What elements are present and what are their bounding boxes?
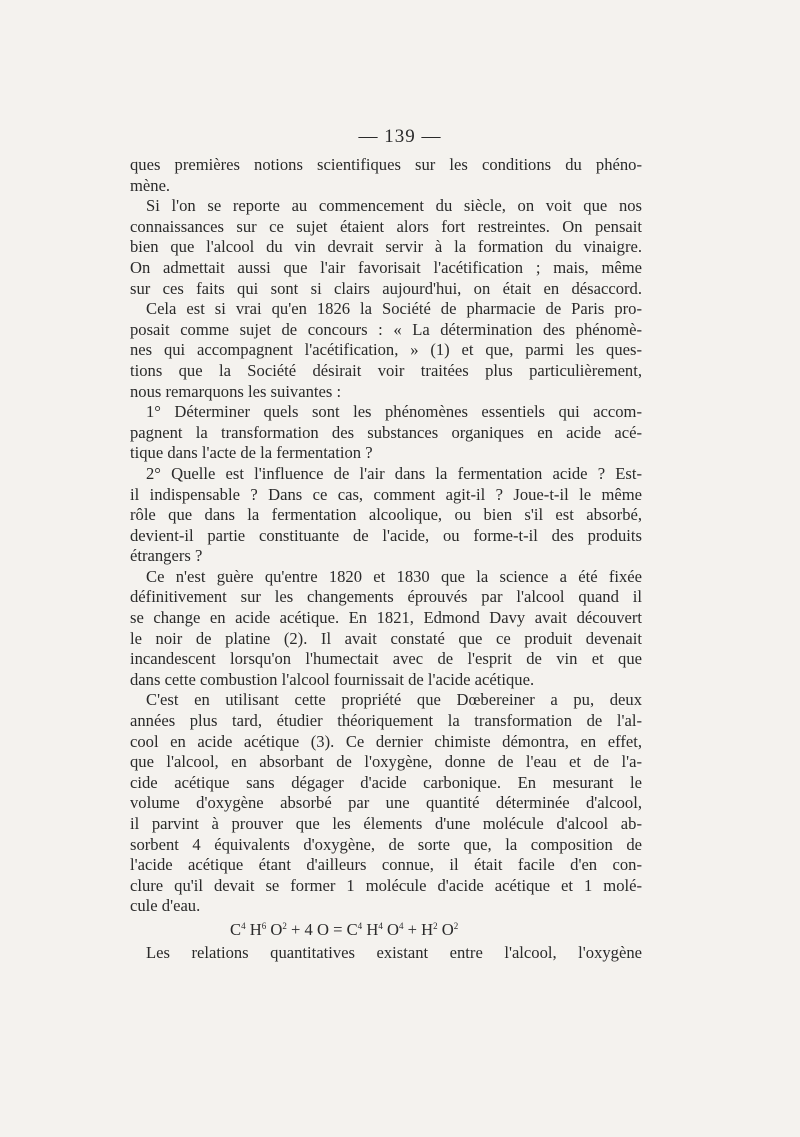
- text-line: volume d'oxygène absorbé par une quantité déterminée d'alcool,: [130, 793, 642, 813]
- text-line: Cela est si vrai qu'en 1826 la Société de pharmacie de Paris pro-: [146, 299, 642, 319]
- text-line: 1° Déterminer quels sont les phénomènes essentiels qui accom-: [146, 402, 642, 422]
- text-line: rôle que dans la fermentation alcoolique, ou bien s'il est absorbé,: [130, 505, 642, 525]
- text-line: cool en acide acétique (3). Ce dernier chimiste démontra, en effet,: [130, 731, 642, 751]
- text-line: le noir de platine (2). Il avait constaté que ce produit devenait: [130, 628, 642, 648]
- text-line: années plus tard, étudier théoriquement la transformation de l'al-: [130, 711, 642, 731]
- text-line: posait comme sujet de concours : « La détermination des phénomè-: [130, 319, 642, 339]
- text-line: connaissances sur ce sujet étaient alors fort restreintes. On pensait: [130, 216, 642, 236]
- text-line: sorbent 4 équivalents d'oxygène, de sorte que, la composition de: [130, 834, 642, 854]
- text-line: 2° Quelle est l'influence de l'air dans la fermentation acide ? Est-: [146, 463, 642, 483]
- text-line: C'est en utilisant cette propriété que Dœbereiner a pu, deux: [146, 690, 642, 710]
- text-line: nous remarquons les suivantes :: [130, 381, 342, 401]
- body-text: [130, 155, 642, 964]
- text-line: Si l'on se reporte au commencement du siècle, on voit que nos: [146, 196, 642, 216]
- text-line: devient-il partie constituante de l'acide, ou forme-t-il des produits: [130, 525, 642, 545]
- text-line: ques premières notions scientifiques sur les conditions du phéno-: [130, 155, 642, 174]
- text-lines: [130, 155, 642, 917]
- text-line: sur ces faits qui sont si clairs aujourd'hui, on était en désaccord.: [130, 278, 642, 298]
- text-line: il indispensable ? Dans ce cas, comment agit-il ? Joue-t-il le même: [130, 484, 642, 504]
- text-line: dans cette combustion l'alcool fournissait de l'acide acétique.: [130, 669, 535, 689]
- page-number: — 139 —: [358, 126, 442, 147]
- text-line: se change en acide acétique. En 1821, Edmond Davy avait découvert: [130, 608, 642, 628]
- text-line-last: Les relations quantitatives existant entre l'alcool, l'oxygène: [146, 942, 642, 962]
- text-line: On admettait aussi que l'air favorisait l'acétification ; mais, même: [130, 257, 642, 277]
- text-line: Ce n'est guère qu'entre 1820 et 1830 que la science a été fixée: [146, 566, 642, 586]
- text-line: cule d'eau.: [130, 896, 201, 916]
- text-line: que l'alcool, en absorbant de l'oxygène, donne de l'eau et de l'a-: [130, 752, 642, 772]
- text-line: l'acide acétique étant d'ailleurs connue, il était facile d'en con-: [130, 855, 642, 875]
- text-line: incandescent lorsqu'on l'humectait avec de l'esprit de vin et que: [130, 649, 642, 669]
- text-line: bien que l'alcool du vin devrait servir à la formation du vinaigre.: [130, 237, 642, 257]
- text-line: il parvint à prouver que les élements d'une molécule d'alcool ab-: [130, 814, 642, 833]
- text-line: mène.: [130, 175, 171, 195]
- text-line: cide acétique sans dégager d'acide carbonique. En mesurant le: [130, 772, 642, 792]
- text-line: clure qu'il devait se former 1 molécule d'acide acétique et 1 molé-: [130, 875, 642, 895]
- text-line: nes qui accompagnent l'acétification, » (1) et que, parmi les ques-: [130, 340, 642, 360]
- text-line: tique dans l'acte de la fermentation ?: [130, 443, 373, 463]
- text-line: étrangers ?: [130, 546, 203, 566]
- text-line: tions que la Société désirait voir traitées plus particulièrement,: [130, 360, 642, 380]
- text-line: définitivement sur les changements éprouvés par l'alcool quand il: [130, 587, 642, 607]
- text-line: pagnent la transformation des substances organiques en acide acé-: [130, 422, 642, 442]
- chemical-equation: $C^4$ $H^6$ $O^2 + 4$ $O = C^4$ $H^4$ $O^4 + H^2$ $O^2$: [230, 919, 459, 939]
